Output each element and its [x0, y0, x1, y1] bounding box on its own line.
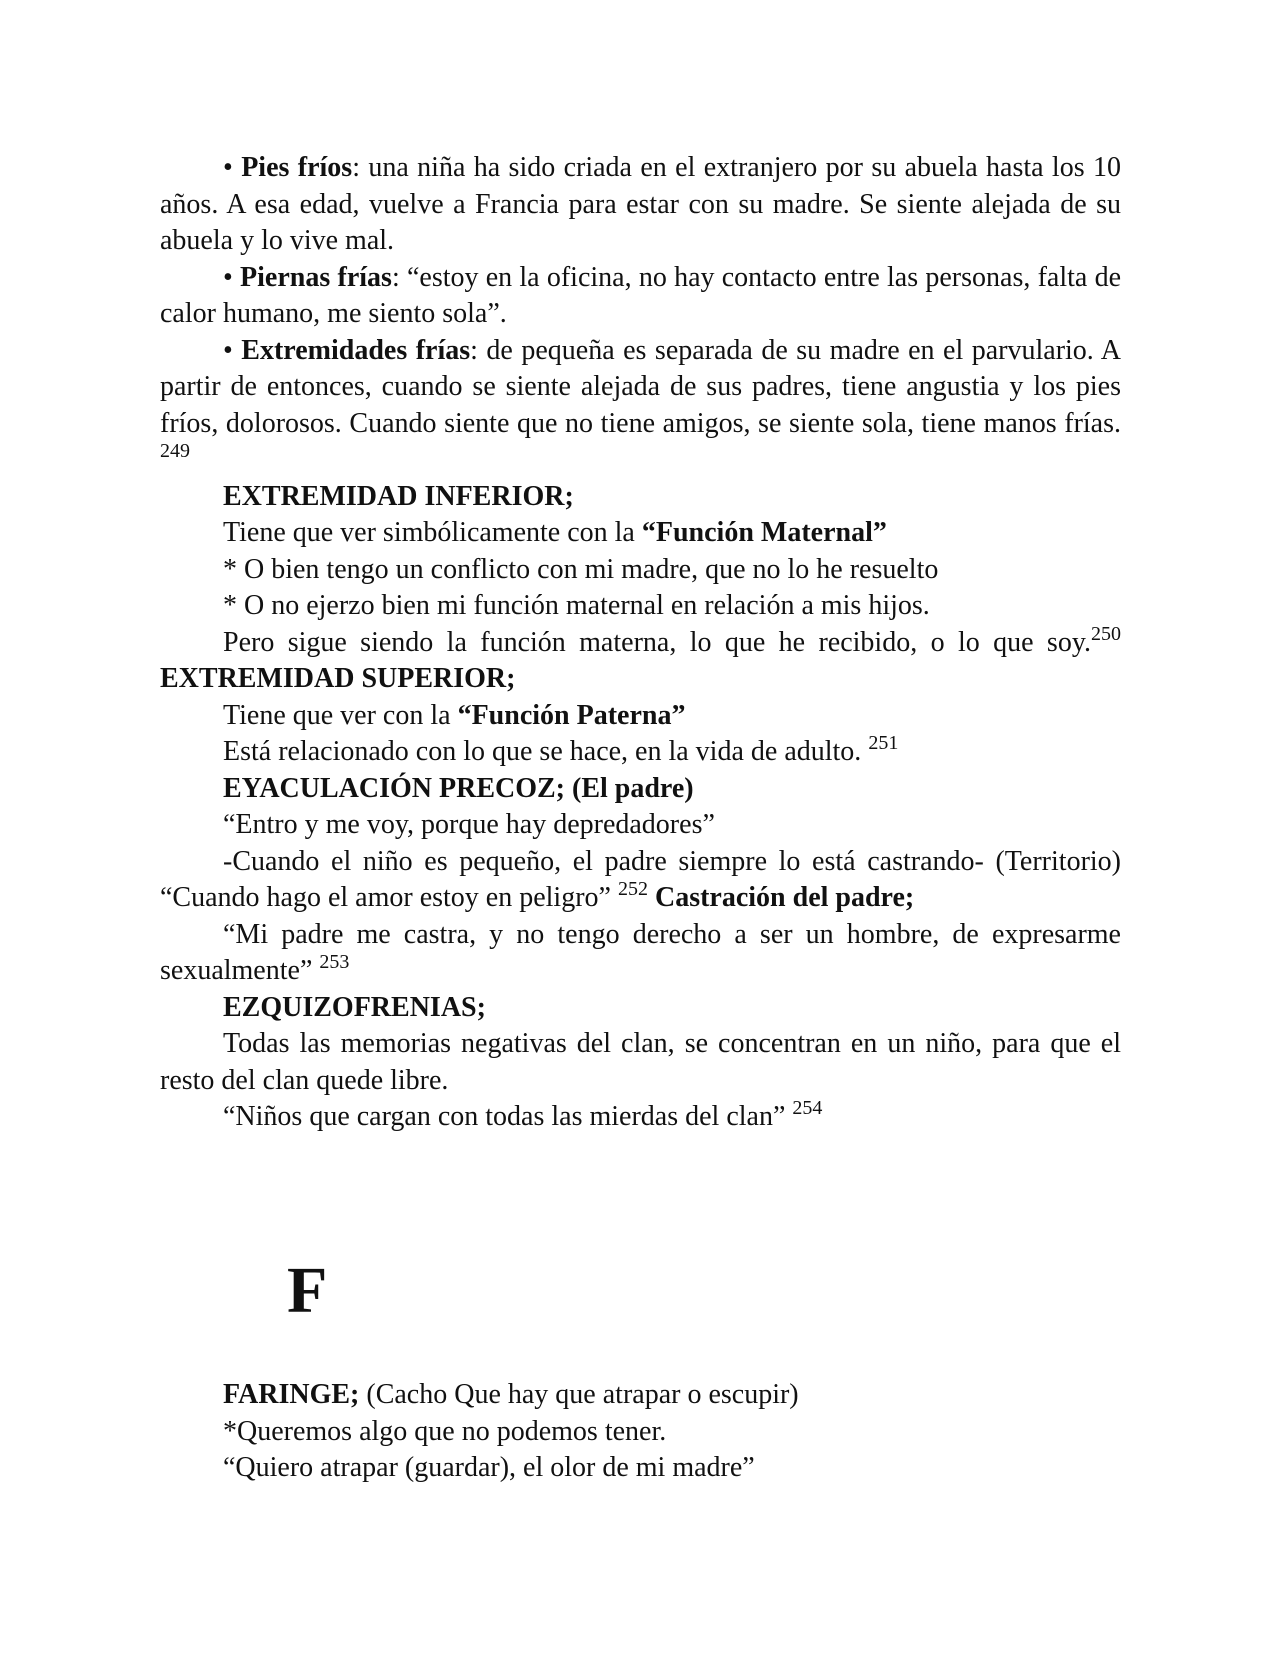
footnote-ref-250: 250: [1091, 622, 1121, 645]
paragraph-memorias-clan: Todas las memorias negativas del clan, se concentran en un niño, para que el resto del clan quede libre.: [160, 1028, 1121, 1096]
footnote-ref-252: 252: [617, 878, 648, 900]
bullet-piernas-frias: • Piernas frías: “estoy en la oficina, no hay contacto entre las personas, falta de calor humano, me siento sola”.: [160, 261, 1121, 329]
paragraph-conflicto-madre: * O bien tengo un conflicto con mi madre, que no lo he resuelto: [223, 553, 939, 585]
heading-eyaculacion-precoz: EYACULACIÓN PRECOZ; (El padre): [223, 772, 694, 804]
bullet-extremidades-frias: • Extremidades frías: de pequeña es separada de su madre en el parvulario. A partir de entonces, cuando se siente alejada de sus padres, tiene angustia y los pies fríos, dolorosos. Cuando siente que no tiene amigos, se siente sola, tiene manos frías. $^{249}$: [160, 334, 1121, 462]
term-piernas-frias: Piernas frías: [240, 261, 392, 293]
paragraph-padre-castra: “Mi padre me castra, y no tengo derecho a ser un hombre, de expresarme sexualmente” $^{253}$: [160, 918, 1121, 986]
paragraph-territorio: -Cuando el niño es pequeño, el padre siempre lo está castrando- (Territorio) “Cuando hago el amor estoy en peligro” $^{252}$ Castración del padre;: [160, 845, 1121, 913]
paragraph-depredadores: “Entro y me voy, porque hay depredadores”: [223, 809, 715, 840]
paragraph-olor-madre: “Quiero atrapar (guardar), el olor de mi madre”: [223, 1452, 755, 1483]
heading-castracion-padre: Castración del padre;: [647, 882, 915, 913]
bullet-pies-frios: • Pies fríos: una niña ha sido criada en el extranjero por su abuela hasta los 10 años. A esa edad, vuelve a Francia para estar con su madre. Se siente alejada de su abuela y lo vive mal.: [160, 152, 1121, 256]
footnote-ref-253: 253: [319, 951, 350, 973]
heading-faringe: FARINGE;: [223, 1379, 360, 1410]
heading-ezquizofrenias: EZQUIZOFRENIAS;: [223, 991, 486, 1023]
term-extremidades-frias: Extremidades frías: [241, 334, 471, 366]
paragraph-vida-adulto: Está relacionado con lo que se hace, en la vida de adulto. $^{251}$: [223, 732, 899, 767]
heading-extremidad-inferior: EXTREMIDAD INFERIOR;: [223, 480, 574, 512]
footnote-ref-254: 254: [792, 1097, 823, 1119]
paragraph-funcion-materna: Pero sigue siendo la función materna, lo que he recibido, o lo que soy.$^{250}$ EXTREMIDAD SUPERIOR;: [160, 622, 1121, 694]
paragraph-funcion-maternal-hijos: * O no ejerzo bien mi función maternal en relación a mis hijos.: [223, 590, 930, 621]
heading-extremidad-superior: EXTREMIDAD SUPERIOR;: [160, 663, 516, 694]
term-pies-frios: Pies fríos: [241, 152, 353, 183]
section-letter: F: [287, 1254, 328, 1327]
footnote-ref-251: 251: [868, 732, 899, 754]
footnote-ref-249: 249: [160, 440, 190, 462]
document-body: [160, 150, 1121, 1136]
section-f-body: [160, 1377, 1121, 1487]
paragraph-queremos-algo: *Queremos algo que no podemos tener.: [223, 1415, 667, 1447]
paragraph-funcion-paterna: Tiene que ver con la “Función Paterna”: [223, 699, 686, 731]
paragraph-faringe: FARINGE; (Cacho Que hay que atrapar o escupir): [223, 1379, 799, 1410]
paragraph-funcion-maternal: Tiene que ver simbólicamente con la “Función Maternal”: [223, 517, 887, 548]
paragraph-ninos-clan: “Niños que cargan con todas las mierdas del clan” $^{254}$: [223, 1097, 823, 1132]
